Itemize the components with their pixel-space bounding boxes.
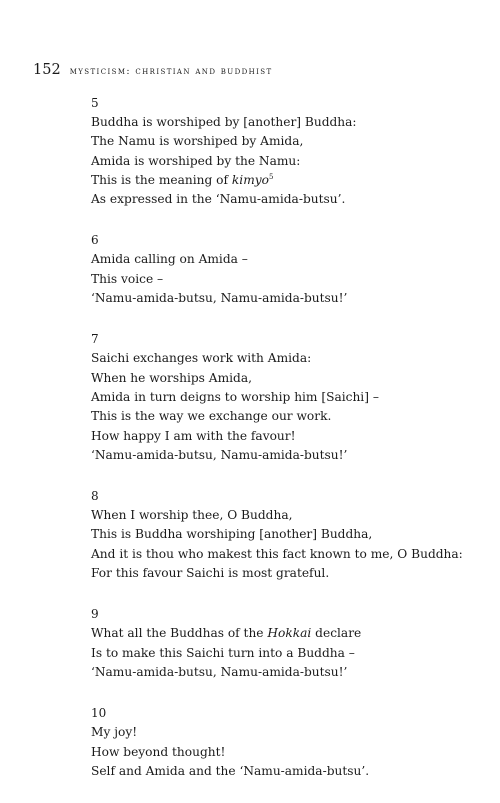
verse-text: declare <box>311 626 362 641</box>
verse-line: Amida in turn deigns to worship him [Saichi] – <box>91 389 379 404</box>
verse-line: When he worships Amida, <box>91 370 252 385</box>
stanza-number: 9 <box>91 607 99 622</box>
verse-line: This voice – <box>91 271 164 286</box>
italic-term: kimyo <box>231 172 269 187</box>
verse-line: Amida is worshiped by the Namu: <box>91 153 301 168</box>
verse-line: This is Buddha worshiping [another] Buddha, <box>91 527 373 542</box>
verse-line: When I worship thee, O Buddha, <box>91 508 293 523</box>
verse-line: My joy! <box>91 725 138 740</box>
verse-line: The Namu is worshiped by Amida, <box>91 134 304 149</box>
poem-body <box>91 94 481 803</box>
stanza-number: 10 <box>91 706 107 721</box>
verse-text: This is the meaning of <box>91 172 232 187</box>
footnote-marker: 5 <box>268 172 274 181</box>
stanza-number: 7 <box>91 332 99 347</box>
verse-line: How beyond thought! <box>91 744 226 759</box>
verse-line: For this favour Saichi is most grateful. <box>91 566 330 581</box>
stanza-6 <box>91 231 481 308</box>
verse-line: As expressed in the ‘Namu-amida-butsu’. <box>91 192 346 207</box>
stanza-10 <box>91 704 481 781</box>
stanza-8 <box>91 487 481 583</box>
verse-line <box>91 624 481 643</box>
page-header <box>33 62 273 82</box>
stanza-number: 6 <box>91 233 99 248</box>
verse-line: How happy I am with the favour! <box>91 428 296 443</box>
stanza-number: 8 <box>91 489 99 504</box>
verse-line: Self and Amida and the ‘Namu-amida-butsu’. <box>91 763 370 778</box>
verse-line: Saichi exchanges work with Amida: <box>91 351 312 366</box>
verse-text: What all the Buddhas of the <box>91 626 268 641</box>
stanza-5 <box>91 94 481 209</box>
verse-line <box>91 171 481 190</box>
verse-line: This is the way we exchange our work. <box>91 409 332 424</box>
running-head: mysticism: christian and buddhist <box>69 66 273 77</box>
verse-line: ‘Namu-amida-butsu, Namu-amida-butsu!’ <box>91 447 348 462</box>
verse-line: Buddha is worshiped by [another] Buddha: <box>91 115 357 129</box>
stanza-number: 5 <box>91 96 99 110</box>
verse-line: Is to make this Saichi turn into a Buddha – <box>91 645 355 660</box>
verse-line: And it is thou who makest this fact known to me, O Buddha: <box>91 546 463 561</box>
verse-line: Amida calling on Amida – <box>91 252 248 267</box>
stanza-9 <box>91 605 481 682</box>
verse-line: ‘Namu-amida-butsu, Namu-amida-butsu!’ <box>91 291 348 306</box>
stanza-7 <box>91 330 481 465</box>
page-number: 152 <box>33 62 61 78</box>
verse-line: ‘Namu-amida-butsu, Namu-amida-butsu!’ <box>91 664 348 679</box>
italic-term: Hokkai <box>267 626 312 641</box>
